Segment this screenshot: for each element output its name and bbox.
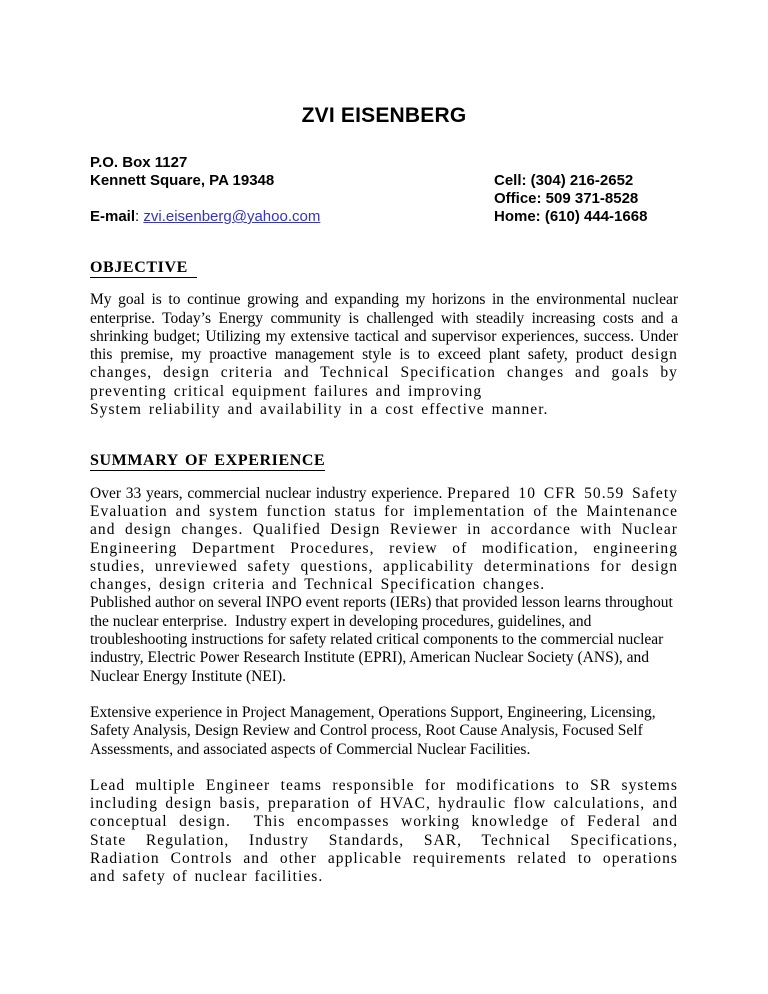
contact-blank-row [494, 154, 678, 172]
contact-block [90, 154, 678, 226]
section-heading-text: OBJECTIVE [90, 259, 197, 278]
section-heading [90, 259, 678, 277]
text-run-spaced: design changes, design criteria and Technical Specification changes and goals by preventing critical equipment failures and improving [90, 346, 678, 400]
contact-address-column [90, 154, 494, 226]
email-separator: : [135, 208, 144, 225]
paragraph [90, 594, 678, 685]
section-heading-text: SUMMARY OF EXPERIENCE [90, 452, 326, 470]
text-run: My goal is to continue growing and expanding my horizons in the environmental nuclear enterprise. Today’s Energy community is challenged with steadily increasing costs and a shrinking budget; Utilizing my extensive tactical and supervisor experiences, success. Under this premise, my proactive management style is to exceed plant safety, product [90, 291, 678, 364]
section-summary-of-experience [90, 452, 678, 886]
paragraph [90, 485, 678, 595]
address-line-1: P.O. Box 1127 [90, 154, 188, 171]
contact-phone-column [494, 154, 678, 226]
text-run-spaced: System reliability and availability in a cost effective manner. [90, 401, 549, 419]
phone-office: Office: 509 371-8528 [494, 190, 639, 207]
paragraph [90, 777, 678, 887]
email-link[interactable]: zvi.eisenberg@yahoo.com [143, 208, 321, 225]
email-line [90, 208, 494, 226]
text-run-spaced: Lead multiple Engineer teams responsible for modifications to SR systems including design basis, preparation of HVAC, hydraulic flow calculations, and conceptual design. This encompasses working knowledge of Federal and State Regulation, Industry Standards, SAR, Technical Specifications, Radiation Controls and other applicable requirements related to operations and safety of nuclear facilities. [90, 776, 678, 886]
text-run-spaced: Prepared 10 CFR 50.59 Safety Evaluation and system function status for implementation of the Maintenance and design changes. Qualified Design Reviewer in accordance with Nuclear Engineering Department Procedures, review of modification, engineering studies, unreviewed safety questions, applicability determinations for design changes, design criteria and Technical Specification changes. [90, 484, 678, 594]
resume-name-title: ZVI EISENBERG [301, 104, 467, 127]
contact-blank-row [90, 190, 494, 208]
section-heading [90, 452, 678, 470]
resume-sections [90, 259, 678, 887]
paragraph [90, 704, 678, 759]
phone-cell: Cell: (304) 216-2652 [494, 172, 634, 189]
text-run: Published author on several INPO event reports (IERs) that provided lesson learns throughout the nuclear enterprise. Industry expert in developing procedures, guidelines, and troubleshooting instructions for safety related critical components to the commercial nuclear industry, Electric Power Research Institute (EPRI), American Nuclear Society (ANS), and Nuclear Energy Institute (NEI). [90, 594, 673, 685]
address-line-2: Kennett Square, PA 19348 [90, 172, 275, 189]
phone-home: Home: (610) 444-1668 [494, 208, 648, 225]
section-objective [90, 259, 678, 419]
text-run: Over 33 years, commercial nuclear industry experience. [90, 484, 448, 502]
email-label: E-mail [90, 208, 136, 225]
text-run: Extensive experience in Project Management, Operations Support, Engineering, Licensing, Safety Analysis, Design Review and Control process, Root Cause Analysis, Focused Self Assessments, and associated aspects of Commercial Nuclear Facilities. [90, 703, 656, 758]
paragraph [90, 291, 678, 401]
paragraph [90, 401, 678, 419]
